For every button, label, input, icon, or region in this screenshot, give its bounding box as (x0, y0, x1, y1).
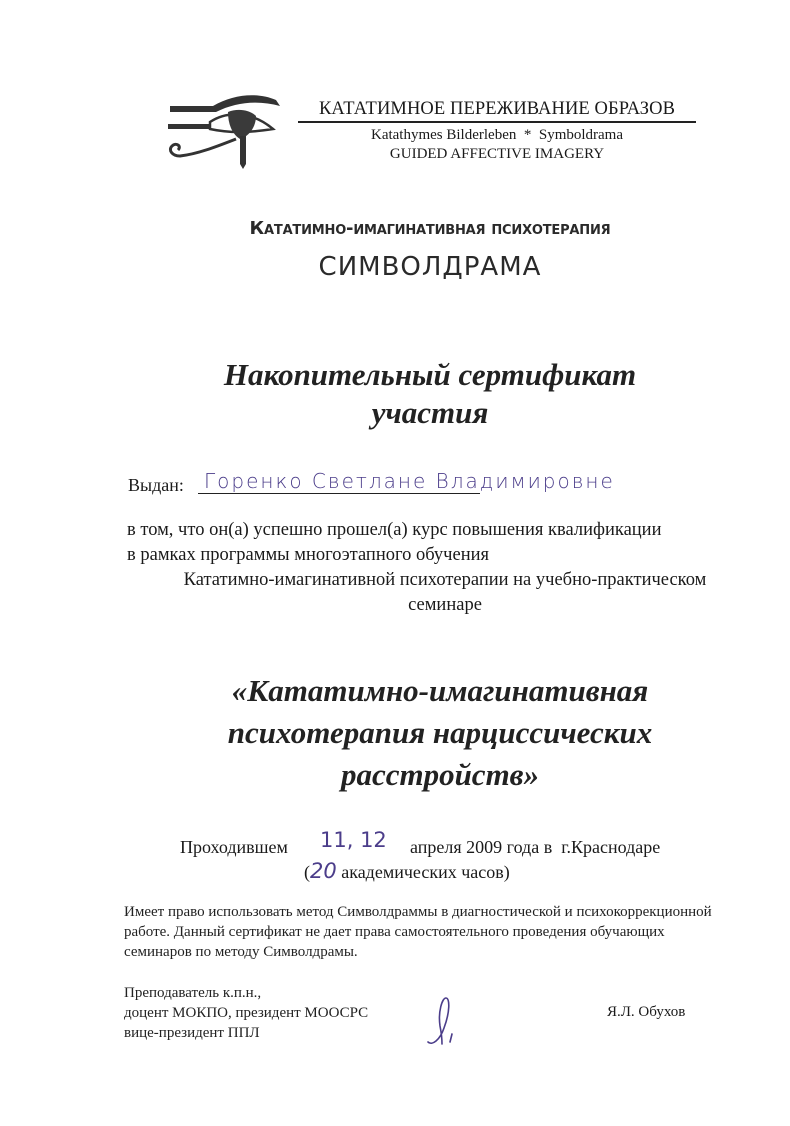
certificate-title (120, 356, 740, 432)
course-title-line2: психотерапия нарциссических (227, 715, 653, 750)
hours-value-handwritten: 20 (310, 859, 337, 883)
issued-label: Выдан: (128, 475, 184, 495)
calligraphy-symboldrama: СИМВОЛДРАМА (318, 252, 542, 282)
body-line-3: Кататимно-имагинативной психотерапии на учебно-практическом (183, 570, 707, 590)
header-subtitle: Katathymes Bilderleben * Symboldrama (370, 127, 624, 143)
signatory-line-1: Преподаватель к.п.н., (124, 985, 262, 1001)
date-prefix: Проходившем (180, 837, 288, 857)
header-title: КАТАТИМНОЕ ПЕРЕЖИВАНИЕ ОБРАЗОВ (298, 99, 696, 123)
course-title (140, 670, 740, 796)
hours-line (304, 859, 510, 883)
rights-paragraph: Имеет право использовать метод Символдраммы в диагностической и психокоррекционной работе. Данный сертификат не дает права самостоятельного проведения обучающих семинаров по методу Символдрамы. (124, 904, 712, 960)
eye-of-horus-icon (158, 84, 288, 174)
signatory-name: Я.Л. Обухов (607, 1004, 686, 1020)
signatory-titles (124, 983, 368, 1043)
certificate-title-line2: участия (371, 395, 489, 430)
signatory-line-3: вице-президент ППЛ (124, 1025, 260, 1041)
calligraphy-heading: Кататимно-имагинативная психотерапия (249, 218, 611, 239)
issued-underline (198, 493, 480, 494)
course-title-line3: расстройств» (340, 757, 540, 792)
hours-open-paren: ( (304, 862, 310, 882)
signature-icon (420, 990, 470, 1050)
header-subtitle-english: GUIDED AFFECTIVE IMAGERY (389, 146, 605, 162)
date-days-handwritten: 11, 12 (320, 828, 387, 852)
course-title-line1: «Кататимно-имагинативная (231, 673, 649, 708)
certificate-title-line1: Накопительный сертификат (223, 357, 637, 392)
recipient-name: Горенко Светлане Владимировне (204, 469, 615, 493)
signatory-line-2: доцент МОКПО, президент МООСРС (124, 1005, 369, 1021)
date-month-year-city: апреля 2009 года в г.Краснодаре (410, 837, 661, 857)
body-line-2: в рамках программы многоэтапного обучения (127, 545, 490, 565)
hours-text: академических часов) (341, 862, 510, 882)
body-line-1: в том, что он(а) успешно прошел(а) курс повышения квалификации (127, 520, 662, 540)
body-line-4: семинаре (408, 595, 482, 615)
